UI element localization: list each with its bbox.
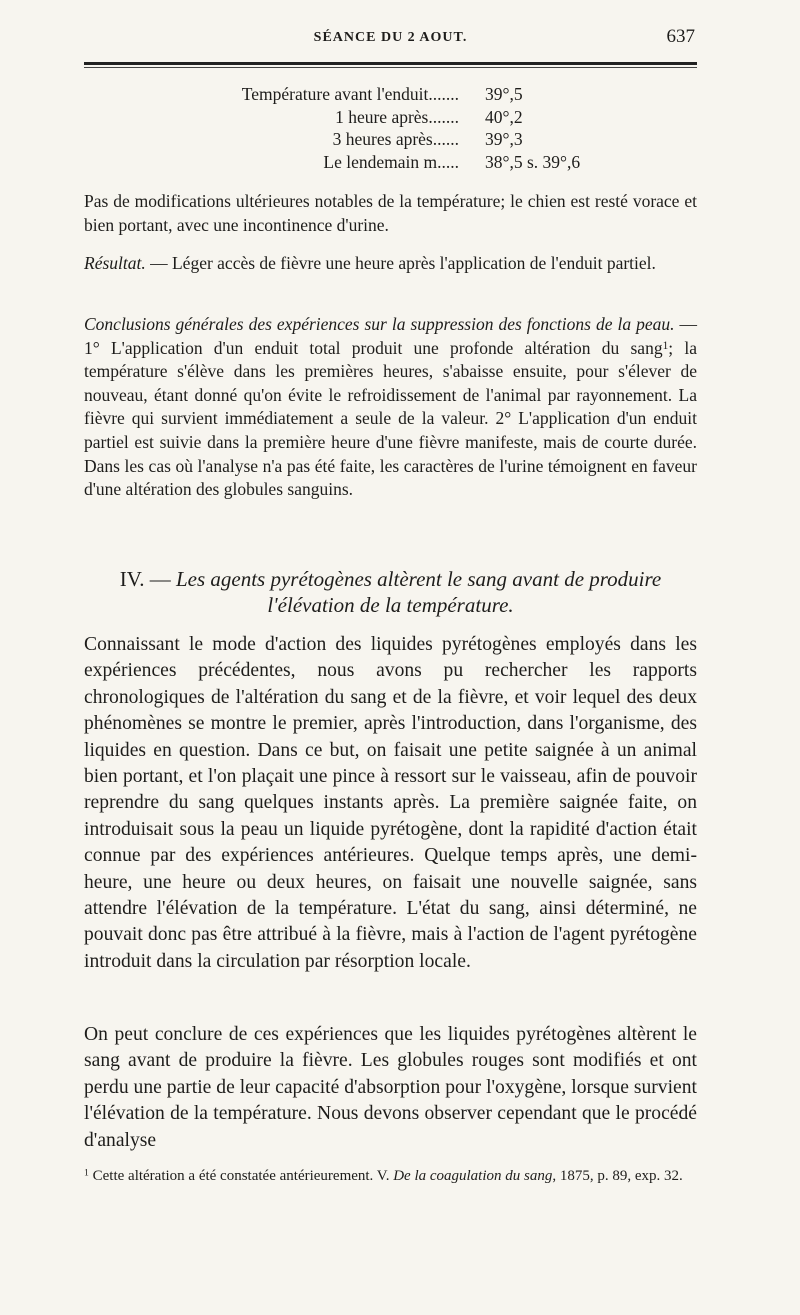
body-paragraph-2 [84,1022,697,1154]
header-rule-thin [84,67,697,68]
footnote-text-2: , 1875, p. 89, exp. 32. [552,1168,683,1184]
temperature-label: Le lendemain m..... [323,151,459,172]
section-title-text: Les agents pyrétogènes altèrent le sang avant de produire l'élévation de la température. [175,567,662,617]
page-header [84,26,697,50]
paragraph-modifications [84,190,697,237]
footnote-rule [84,1160,234,1161]
paragraph-resultat [84,252,697,276]
temperature-table [84,84,697,174]
footnote-text-1: Cette altération a été constatée antérieurement. V. [88,1168,394,1184]
temperature-row [84,84,697,107]
temperature-value: 39°,3 [485,129,523,149]
temperature-row [84,107,697,130]
footnote-mark: 1 [84,1167,89,1179]
body-paragraph-1 [84,632,697,975]
page-number: 637 [666,26,695,47]
resultat-label: Résultat. [84,253,146,273]
temperature-row [84,129,697,152]
footnote [84,1166,697,1188]
temperature-label: Température avant l'enduit....... [241,84,459,104]
body-paragraph-2-text: On peut conclure de ces expériences que les liquides pyrétogènes altèrent le sang avant de produire la fièvre. Les globules rouges sont modifiés et ont perdu une partie de leur capacité d'absorption pour l'oxygène, lorsque survient l'élévation de la température. Nous devons observer cependant que le procédé d'analyse [84,1024,697,1151]
temperature-value: 40°,2 [485,106,523,127]
conclusions-text-1: — 1° L'application d'un enduit total produit une profonde altération du sang [84,314,698,358]
section-heading [84,566,697,618]
section-number: IV. — [119,567,171,591]
temperature-value: 38°,5 s. 39°,6 [485,151,581,172]
footnote-reference-title: De la coagulation du sang [393,1168,553,1184]
paragraph-conclusions [84,313,697,502]
body-paragraph-1-text: Connaissant le mode d'action des liquides pyrétogènes employés dans les expériences précédentes, nous avons pu rechercher les rapports chronologiques de l'altération du sang et de la fièvre, et voir lequel des deux phénomènes se montre le premier, après l'introduction, dans l'organisme, des liquides en question. Dans ce but, on faisait une petite saignée à un animal bien portant, et l'on plaçait une pince à ressort sur le vaisseau, afin de pouvoir reprendre du sang quelques instants après. La première saignée faite, on introduisait sous la peau un liquide pyrétogène, dont la rapidité d'action était connue par des expériences antérieures. Quelque temps après, une demi-heure, une heure ou deux heures, on faisait une nouvelle saignée, sans attendre l'élévation de la température. L'état du sang, ainsi déterminé, ne pouvait donc pas être attribué à la fièvre, mais à l'action de l'agent pyrétogène introduit dans la circulation par résorption locale. [84,634,697,972]
paragraph-modifications-text: Pas de modifications ultérieures notables de la température; le chien est resté vorace et bien portant, avec une incontinence d'urine. [84,191,697,235]
resultat-text: — Léger accès de fièvre une heure après l'application de l'enduit partiel. [145,253,656,273]
temperature-label: 1 heure après....... [335,106,459,127]
conclusions-label: Conclusions générales des expériences sur la suppression des fonctions de la peau. [84,314,675,334]
temperature-label: 3 heures après...... [332,129,459,149]
running-title: SÉANCE DU 2 AOUT. [313,30,468,45]
conclusions-text-2: ; la température s'élève dans les premières heures, s'abaisse ensuite, pour s'élever de nouveau, étant donné qu'on évite le refroidissement de l'animal par rayonnement. La fièvre qui survient immédiatement a seule de la valeur. 2° L'application d'un enduit partiel est suivie dans la première heure d'une fièvre manifeste, mais de courte durée. Dans les cas où l'analyse n'a pas été faite, les caractères de l'urine témoignent en faveur d'une altération des globules sanguins. [84,337,697,500]
temperature-row [84,152,697,175]
header-rule-thick [84,62,697,65]
temperature-value: 39°,5 [485,84,523,104]
footnote-reference[interactable]: 1 [662,339,669,352]
